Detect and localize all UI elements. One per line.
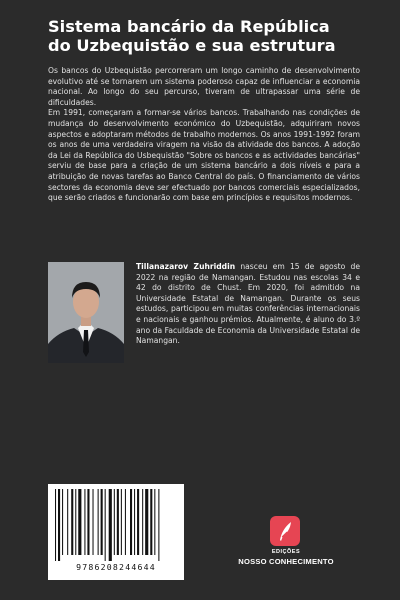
book-title-line-1: Sistema bancário da República bbox=[48, 17, 330, 36]
blurb bbox=[48, 66, 360, 204]
publisher-logo bbox=[234, 516, 338, 572]
author-bio-text: nasceu em 15 de agosto de 2022 na região de Namangan. Estudou nas escolas 34 e 42 do distrito de Chust. Em 2020, foi admitido na Universidade Estatal de Namangan. Durante os seus estudos, participou em muitas conferências internacionais e nacionais e ganhou prémios. Atualmente, é aluno do 3.º ano da Faculdade de Economia da Universidade Estatal de Namangan. bbox=[136, 262, 360, 346]
barcode-bars bbox=[54, 489, 178, 561]
quill-icon bbox=[270, 516, 300, 546]
book-title-line-2: do Uzbequistão e sua estrutura bbox=[48, 36, 336, 55]
book-title bbox=[48, 17, 368, 55]
isbn-number: 9786208244644 bbox=[76, 562, 156, 572]
author-photo bbox=[48, 262, 124, 363]
blurb-paragraph: Em 1991, começaram a formar-se vários bancos. Trabalhando nas condições de mudança do desenvolvimento económico do Uzbequistão, adquiriram novos aspectos e adoptaram métodos de trabalho modernos. Os anos 1991-1992 foram os anos de uma verdadeira viragem na visão da atividade dos bancos. A adoção da Lei da República do Usbequistão "Sobre os bancos e as actividades bancárias" serviu de base para a criação de um sistema bancário a dois níveis e para a atribuição de novas tarefas ao Banco Central do país. O financiamento de vários sectores da economia deve ser efectuado por bancos comerciais especializados, que serão criados e funcionarão com base em princípios e requisitos modernos. bbox=[48, 108, 360, 203]
blurb-paragraph: Os bancos do Uzbequistão percorreram um longo caminho de desenvolvimento evolutivo até se tornarem um sistema poderoso capaz de influenciar a economia nacional. Ao longo do seu percurso, tiveram de ultrapassar uma série de dificuldades. bbox=[48, 66, 360, 107]
author-bio bbox=[136, 262, 360, 347]
publisher-small-text: EDIÇÕES bbox=[271, 549, 301, 555]
author-name: Tillanazarov Zuhriddin bbox=[136, 262, 236, 271]
publisher-name: NOSSO CONHECIMENTO bbox=[238, 557, 334, 566]
isbn-barcode bbox=[48, 484, 184, 580]
